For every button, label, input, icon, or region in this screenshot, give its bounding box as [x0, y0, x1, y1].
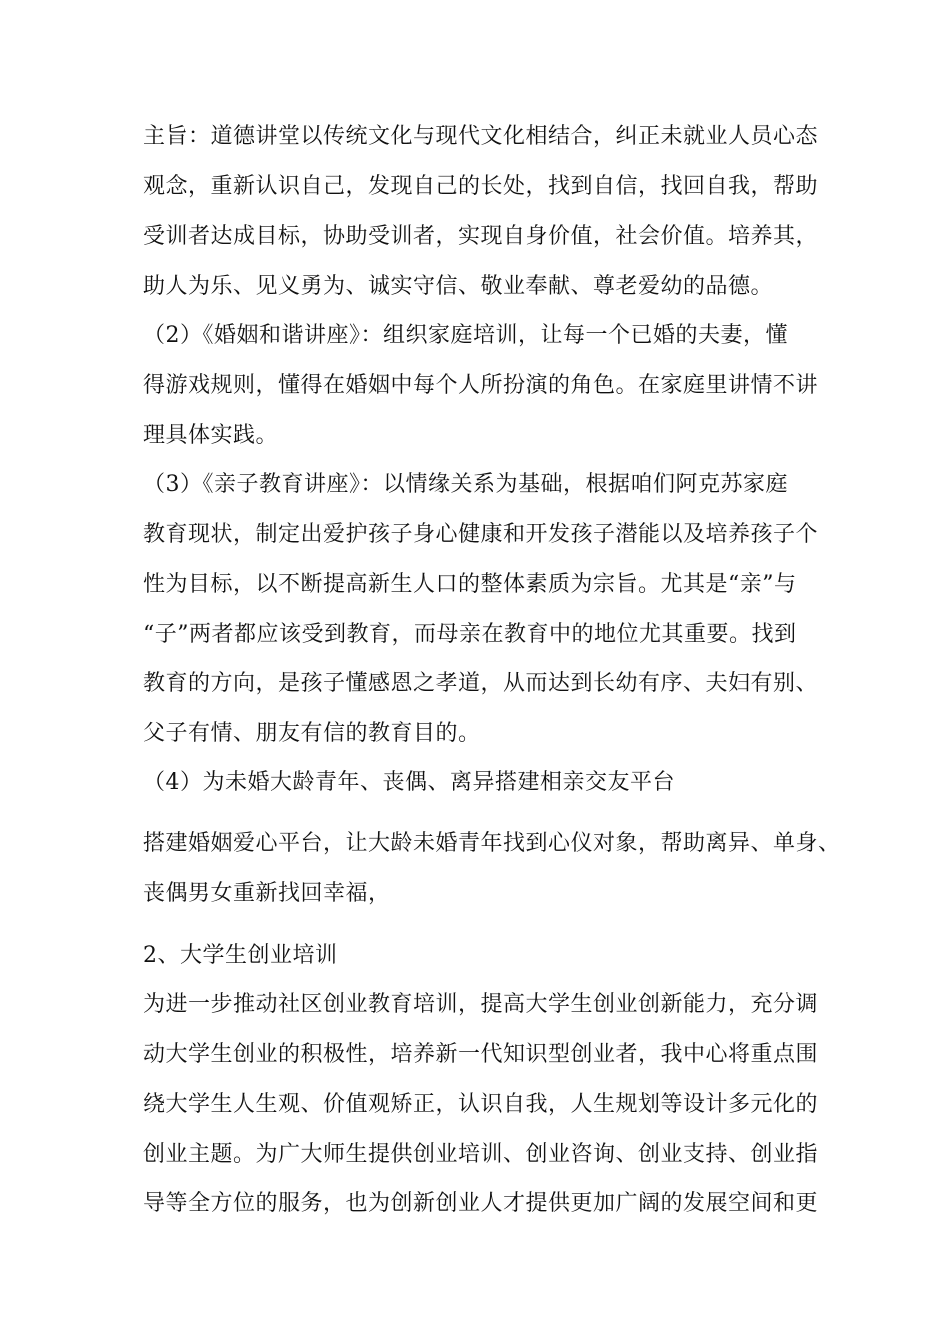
text-line: 助人为乐、见义勇为、诚实守信、敬业奉献、尊老爱幼的品德。 — [143, 274, 774, 299]
section-heading: 2、大学生创业培训 — [143, 943, 338, 968]
text-line: 观念，重新认识自己，发现自己的长处，找到自信，找回自我，帮助 — [143, 174, 819, 199]
text-line: 导等全方位的服务，也为创新创业人才提供更加广阔的发展空间和更 — [143, 1191, 819, 1216]
text-line: （2）《婚姻和谐讲座》：组织家庭培训，让每一个已婚的夫妻，懂 — [143, 323, 788, 348]
text-line: 为进一步推动社区创业教育培训，提高大学生创业创新能力，充分调 — [143, 992, 819, 1017]
text-line: 创业主题。为广大师生提供创业培训、创业咨询、创业支持、创业指 — [143, 1142, 819, 1167]
text-line: 绕大学生人生观、价值观矫正，认识自我，人生规划等设计多元化的 — [143, 1092, 819, 1117]
text-line: 搭建婚姻爱心平台，让大龄未婚青年找到心仪对象，帮助离异、单身、 — [143, 831, 841, 856]
text-line: 性为目标，以不断提高新生人口的整体素质为宗旨。尤其是“亲”与 — [143, 572, 797, 597]
text-line: （4）为未婚大龄青年、丧偶、离异搭建相亲交友平台 — [143, 770, 675, 795]
text-line: 主旨：道德讲堂以传统文化与现代文化相结合，纠正未就业人员心态 — [143, 124, 819, 149]
text-line: 教育的方向，是孩子懂感恩之孝道，从而达到长幼有序、夫妇有别、 — [143, 671, 819, 696]
text-line: （3）《亲子教育讲座》：以情缘关系为基础，根据咱们阿克苏家庭 — [143, 472, 788, 497]
text-line: 父子有情、朋友有信的教育目的。 — [143, 721, 481, 746]
text-line: “子”两者都应该受到教育，而母亲在教育中的地位尤其重要。找到 — [143, 622, 797, 647]
text-line: 得游戏规则，懂得在婚姻中每个人所扮演的角色。在家庭里讲情不讲 — [143, 373, 819, 398]
text-line: 动大学生创业的积极性，培养新一代知识型创业者，我中心将重点围 — [143, 1042, 819, 1067]
text-line: 受训者达成目标，协助受训者，实现自身价值，社会价值。培养其， — [143, 224, 819, 249]
text-line: 教育现状，制定出爱护孩子身心健康和开发孩子潜能以及培养孩子个 — [143, 522, 819, 547]
text-line: 理具体实践。 — [143, 423, 279, 448]
text-line: 丧偶男女重新找回幸福， — [143, 881, 391, 906]
